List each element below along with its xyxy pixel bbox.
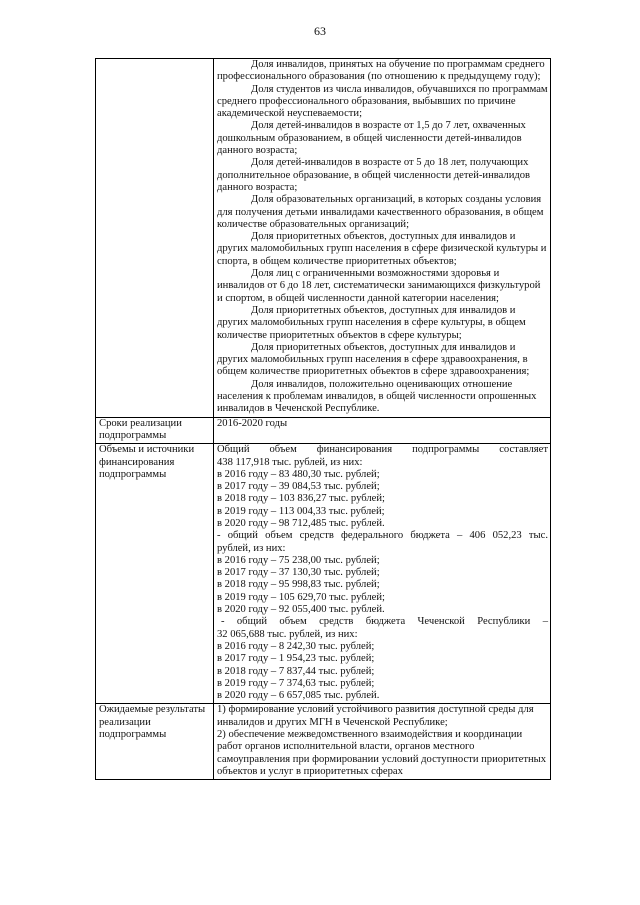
regional-year-line: в 2016 году – 8 242,30 тыс. рублей; <box>217 640 375 652</box>
indicator-paragraph: Доля детей-инвалидов в возрасте от 1,5 до 7 лет, охваченных дошкольным образованием, в общей численности детей-инвалидов данного возраста; <box>217 120 526 157</box>
table-row <box>96 417 551 444</box>
financing-total-amount: 438 117,918 тыс. рублей, из них: <box>217 456 363 468</box>
federal-year-line: в 2016 году – 75 238,00 тыс. рублей; <box>217 554 380 566</box>
regional-year-line: в 2020 году – 6 657,085 тыс. рублей. <box>217 690 380 702</box>
federal-budget-intro-cont: рублей, из них: <box>217 542 286 554</box>
indicator-paragraph: Доля приоритетных объектов, доступных для инвалидов и других маломобильных групп населения в сфере здравоохранения, в общем количестве приоритетных объектов в сфере здравоохранения; <box>217 341 530 378</box>
table-row <box>96 704 551 780</box>
financing-total-intro: Общий объем финансирования подпрограммы составляет <box>217 444 548 456</box>
regional-year-line: в 2017 году – 1 954,23 тыс. рублей; <box>217 653 375 665</box>
financing-label: Объемы и источники финансирования подпрограммы <box>96 444 214 704</box>
financing-year-line: в 2019 году – 113 004,33 тыс. рублей; <box>217 505 385 517</box>
row-label <box>96 59 214 418</box>
indicator-paragraph: Доля лиц с ограниченными возможностями здоровья и инвалидов от 6 до 18 лет, систематически занимающихся физкультурой и спортом, в общей численности данной категории населения; <box>217 268 541 304</box>
regional-budget-intro-cont: 32 065,688 тыс. рублей, из них: <box>217 628 358 640</box>
financing-year-line: в 2018 году – 103 836,27 тыс. рублей; <box>217 493 385 505</box>
indicators-cell <box>214 59 551 418</box>
subprogram-passport-table <box>95 58 551 780</box>
federal-year-line: в 2018 году – 95 998,83 тыс. рублей; <box>217 579 380 591</box>
page-number: 63 <box>314 24 326 38</box>
regional-budget-intro: - общий объем средств бюджета Чеченской Республики – <box>221 616 548 628</box>
financing-year-line: в 2016 году – 83 480,30 тыс. рублей; <box>217 468 380 480</box>
federal-year-line: в 2020 году – 92 055,400 тыс. рублей. <box>217 604 385 616</box>
federal-budget-intro: - общий объем средств федерального бюджета – 406 052,23 тыс. <box>217 530 548 542</box>
expected-result-item: 1) формирование условий устойчивого развития доступной среды для инвалидов и других МГН в Чеченской Республике; <box>217 704 534 728</box>
indicator-paragraph: Доля приоритетных объектов, доступных для инвалидов и других маломобильных групп населения в сфере культуры, в общем количестве приоритетных объектов в сфере культуры; <box>217 304 526 341</box>
expected-result-item: 2) обеспечение межведомственного взаимодействия и координации работ органов исполнительной власти, органов местного самоуправления при формировании условий доступности приоритетных объектов и услуг в приоритетных сферах <box>217 729 547 777</box>
indicator-paragraph: Доля студентов из числа инвалидов, обучавшихся по программам среднего профессионального образования, выбывших по причине академической неуспеваемости; <box>217 83 548 120</box>
indicator-paragraph: Доля детей-инвалидов в возрасте от 5 до 18 лет, получающих дополнительное образование, в общей численности детей-инвалидов данного возраста; <box>217 157 531 193</box>
federal-year-line: в 2019 году – 105 629,70 тыс. рублей; <box>217 591 385 603</box>
regional-year-line: в 2019 году – 7 374,63 тыс. рублей; <box>217 677 375 689</box>
indicator-paragraph: Доля приоритетных объектов, доступных для инвалидов и других маломобильных групп населения в сфере физической культуры и спорта, в общем количестве приоритетных объектов; <box>217 231 547 267</box>
regional-year-line: в 2018 году – 7 837,44 тыс. рублей; <box>217 665 375 677</box>
financing-cell <box>214 444 551 704</box>
financing-year-line: в 2020 году – 98 712,485 тыс. рублей. <box>217 517 385 529</box>
timeframe-value: 2016-2020 годы <box>214 417 551 444</box>
timeframe-label: Сроки реализации подпрограммы <box>96 417 214 444</box>
expected-results-label: Ожидаемые результаты реализации подпрограммы <box>96 704 214 780</box>
indicator-paragraph: Доля образовательных организаций, в которых созданы условия для получения детьми инвалидами качественного образования, в общем количестве образовательных организаций; <box>217 194 544 230</box>
indicator-paragraph: Доля инвалидов, принятых на обучение по программам среднего профессионального образования (по отношению к предыдущему году); <box>217 59 545 83</box>
indicator-paragraph: Доля инвалидов, положительно оценивающих отношение населения к проблемам инвалидов, в общей численности опрошенных инвалидов в Чеченской Республике. <box>217 378 537 415</box>
table-row <box>96 444 551 704</box>
table-row <box>96 59 551 418</box>
financing-year-line: в 2017 году – 39 084,53 тыс. рублей; <box>217 481 380 493</box>
expected-results-cell <box>214 704 551 780</box>
federal-year-line: в 2017 году – 37 130,30 тыс. рублей; <box>217 567 380 579</box>
